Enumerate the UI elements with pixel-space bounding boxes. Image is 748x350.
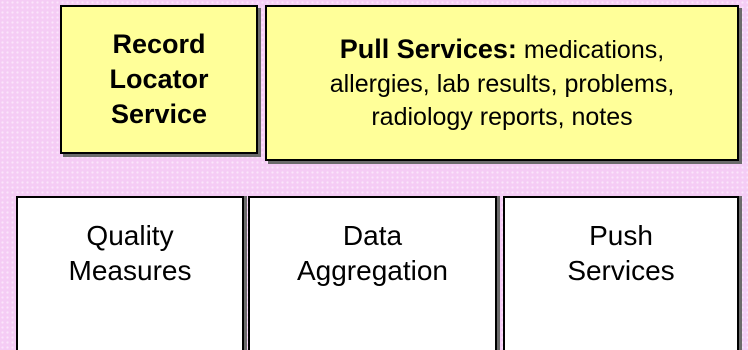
quality-measures-line-1: Quality: [86, 220, 174, 251]
quality-measures-label: [69, 218, 192, 288]
data-aggregation-line-2: Aggregation: [296, 255, 448, 286]
push-services-label: [567, 218, 674, 288]
record-locator-service-line-1: Record: [112, 28, 206, 59]
pull-services-line-2: allergies, lab results, problems,: [329, 69, 675, 98]
push-services-box: [503, 196, 739, 350]
record-locator-service-line-3: Service: [110, 99, 208, 130]
quality-measures-line-2: Measures: [68, 255, 192, 286]
pull-services-line-1-rest: medications,: [523, 35, 665, 64]
push-services-line-2: Services: [567, 255, 675, 286]
record-locator-service-label: [109, 27, 208, 132]
push-services-line-1: Push: [589, 220, 653, 251]
quality-measures-box: [16, 196, 244, 350]
pull-services-line-3: radiology reports, notes: [371, 102, 633, 131]
pull-services-title: Pull Services:: [339, 33, 517, 64]
pull-services-box: [265, 5, 739, 161]
record-locator-service-line-2: Locator: [109, 63, 209, 94]
pull-services-label: [330, 32, 675, 134]
data-aggregation-box: [248, 196, 497, 350]
record-locator-service-box: [60, 5, 258, 154]
data-aggregation-line-1: Data: [342, 220, 403, 251]
pull-services-line-1: [330, 32, 675, 68]
data-aggregation-label: [297, 218, 448, 288]
